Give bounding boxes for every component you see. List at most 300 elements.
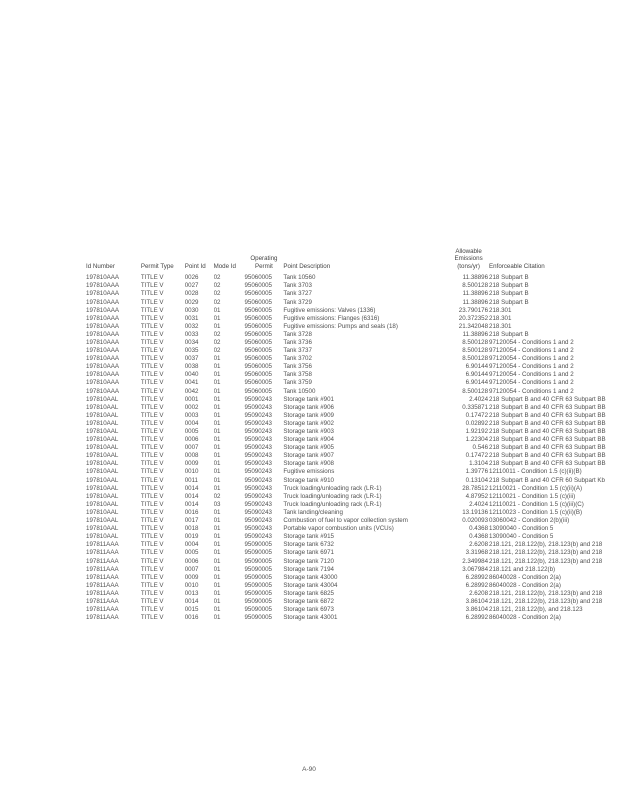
point-description-cell: Storage tank 7194 bbox=[283, 565, 334, 573]
mode-id-cell: 02 bbox=[213, 282, 221, 290]
table-row bbox=[86, 388, 618, 396]
point-description-cell: Tank landing/cleaning bbox=[283, 508, 343, 516]
operating-permit-cell: 95060005 bbox=[244, 355, 272, 363]
point-id-cell: 0004 bbox=[184, 541, 199, 549]
point-description-cell: Tank 3727 bbox=[283, 290, 312, 298]
mode-id-cell: 01 bbox=[213, 508, 221, 516]
mode-id-cell: 01 bbox=[213, 484, 221, 492]
point-description-cell: Storage tank #915 bbox=[283, 533, 334, 541]
point-description-cell: Storage tank #907 bbox=[283, 452, 334, 460]
point-description-cell: Storage tank 43001 bbox=[283, 614, 338, 622]
permit-type-cell: TITLE V bbox=[140, 298, 164, 306]
allowable-emissions-cell: 28.78512 bbox=[462, 484, 489, 492]
enforceable-citation-cell: 97120054 - Conditions 1 and 2 bbox=[489, 338, 574, 346]
table-row bbox=[86, 582, 618, 590]
operating-permit-cell: 95090243 bbox=[244, 525, 272, 533]
point-description-cell: Tank 3759 bbox=[283, 379, 312, 387]
enforceable-citation-cell: 218.121 and 218.122(b) bbox=[489, 565, 556, 573]
allowable-emissions-cell: 11.38896 bbox=[462, 298, 489, 306]
operating-permit-cell: 95090243 bbox=[244, 428, 272, 435]
operating-permit-cell: 95090243 bbox=[244, 508, 272, 516]
operating-permit-cell: 95090243 bbox=[244, 452, 272, 460]
point-id-cell: 0030 bbox=[184, 306, 199, 314]
enforceable-citation-cell: 218.301 bbox=[489, 314, 512, 322]
table-row bbox=[86, 396, 618, 404]
point-description-cell: Storage tank #903 bbox=[283, 428, 334, 435]
operating-permit-cell: 95090005 bbox=[244, 606, 272, 614]
mode-id-cell: 01 bbox=[213, 363, 221, 371]
enforceable-citation-cell: 218 Subpart B and 40 CFR 63 Subpart BB bbox=[489, 395, 606, 403]
mode-id-cell: 01 bbox=[213, 460, 221, 468]
mode-id-cell: 01 bbox=[213, 533, 221, 541]
allowable-emissions-cell: 6.28992 bbox=[465, 581, 489, 589]
mode-id-cell: 02 bbox=[213, 347, 221, 355]
table-row bbox=[86, 598, 618, 606]
table-row bbox=[86, 404, 618, 412]
table-body bbox=[86, 274, 618, 622]
allowable-emissions-cell: 0.546 bbox=[472, 444, 489, 452]
table-row bbox=[86, 274, 618, 282]
permit-type-cell: TITLE V bbox=[140, 517, 164, 525]
point-description-cell: Truck loading/unloading rack (LR-1) bbox=[283, 500, 382, 508]
table-row bbox=[86, 363, 618, 371]
mode-id-cell: 01 bbox=[213, 468, 221, 476]
id-number-cell: 197811AAA bbox=[86, 581, 119, 589]
point-description-cell: Storage tank #905 bbox=[283, 444, 334, 452]
permit-type-cell: TITLE V bbox=[140, 282, 164, 290]
header-point-description: Point Description bbox=[283, 262, 331, 270]
enforceable-citation-cell: 97120054 - Conditions 1 and 2 bbox=[489, 371, 574, 379]
mode-id-cell: 01 bbox=[213, 573, 221, 581]
point-id-cell: 0005 bbox=[184, 549, 199, 557]
enforceable-citation-cell: 97120054 - Conditions 1 and 2 bbox=[489, 363, 574, 371]
id-number-cell: 197810AAL bbox=[86, 476, 119, 484]
operating-permit-cell: 95090243 bbox=[244, 403, 272, 411]
table-row bbox=[86, 290, 618, 298]
permit-type-cell: TITLE V bbox=[140, 322, 164, 330]
point-description-cell: Storage tank #901 bbox=[283, 395, 334, 403]
id-number-cell: 197810AAA bbox=[86, 282, 120, 290]
operating-permit-cell: 95060005 bbox=[244, 322, 272, 330]
table-row bbox=[86, 517, 618, 525]
operating-permit-cell: 95060005 bbox=[244, 371, 272, 379]
mode-id-cell: 02 bbox=[213, 298, 221, 306]
point-description-cell: Fugitive emissions: Pumps and seals (18) bbox=[283, 322, 398, 330]
enforceable-citation-cell: 12110021 - Condition 1.5 (c)(ii)(A) bbox=[489, 484, 583, 492]
operating-permit-cell: 95090243 bbox=[244, 476, 272, 484]
permit-type-cell: TITLE V bbox=[140, 338, 164, 346]
enforceable-citation-cell: 218.301 bbox=[489, 322, 512, 330]
enforceable-citation-cell: 218 Subpart B bbox=[489, 330, 529, 338]
point-id-cell: 0016 bbox=[184, 508, 199, 516]
point-description-cell: Truck loading/unloading rack (LR-1) bbox=[283, 492, 382, 500]
table-row bbox=[86, 315, 618, 323]
operating-permit-cell: 95090005 bbox=[244, 614, 272, 622]
enforceable-citation-cell: 218 Subpart B and 40 CFR 63 Subpart BB bbox=[489, 419, 606, 427]
enforceable-citation-cell: 218.121, 218.122(b), 218.123(b) and 218 bbox=[489, 549, 603, 557]
operating-permit-cell: 95090243 bbox=[244, 419, 272, 427]
point-description-cell: Storage tank #906 bbox=[283, 403, 334, 411]
id-number-cell: 197811AAA bbox=[86, 565, 119, 573]
allowable-emissions-cell: 0.02892 bbox=[465, 419, 489, 427]
enforceable-citation-cell: 218 Subpart B and 40 CFR 63 Subpart BB bbox=[489, 428, 606, 435]
allowable-emissions-cell: 0.13104 bbox=[465, 476, 489, 484]
permit-type-cell: TITLE V bbox=[140, 573, 164, 581]
id-number-cell: 197810AAA bbox=[86, 298, 120, 306]
point-description-cell: Tank 10560 bbox=[283, 274, 316, 282]
permit-type-cell: TITLE V bbox=[140, 525, 164, 533]
allowable-emissions-cell: 6.28992 bbox=[465, 614, 489, 622]
mode-id-cell: 01 bbox=[213, 314, 221, 322]
point-id-cell: 0034 bbox=[184, 338, 199, 346]
point-description-cell: Storage tank #909 bbox=[283, 411, 334, 419]
mode-id-cell: 03 bbox=[213, 500, 221, 508]
point-id-cell: 0018 bbox=[184, 525, 199, 533]
permit-type-cell: TITLE V bbox=[140, 379, 164, 387]
point-id-cell: 0009 bbox=[184, 573, 199, 581]
operating-permit-cell: 95090243 bbox=[244, 395, 272, 403]
operating-permit-cell: 95090005 bbox=[244, 557, 272, 565]
enforceable-citation-cell: 86040028 - Condition 2(a) bbox=[489, 581, 561, 589]
table-row bbox=[86, 428, 618, 436]
id-number-cell: 197811AAA bbox=[86, 557, 119, 565]
page-number: A-90 bbox=[302, 766, 316, 773]
operating-permit-cell: 95090243 bbox=[244, 460, 272, 468]
enforceable-citation-cell: 218 Subpart B and 40 CFR 63 Subpart BB bbox=[489, 444, 606, 452]
allowable-emissions-cell: 11.38896 bbox=[462, 274, 489, 282]
allowable-emissions-cell: 8.500128 bbox=[462, 282, 489, 290]
permit-type-cell: TITLE V bbox=[140, 549, 164, 557]
point-id-cell: 0028 bbox=[184, 290, 199, 298]
permit-type-cell: TITLE V bbox=[140, 387, 164, 395]
table-row bbox=[86, 566, 618, 574]
id-number-cell: 197810AAL bbox=[86, 403, 119, 411]
operating-permit-cell: 95060005 bbox=[244, 387, 272, 395]
mode-id-cell: 02 bbox=[213, 330, 221, 338]
table-row bbox=[86, 493, 618, 501]
mode-id-cell: 01 bbox=[213, 541, 221, 549]
enforceable-citation-cell: 218 Subpart B and 40 CFR 63 Subpart BB bbox=[489, 411, 606, 419]
operating-permit-cell: 95060005 bbox=[244, 314, 272, 322]
table-row bbox=[86, 323, 618, 331]
id-number-cell: 197810AAL bbox=[86, 484, 119, 492]
point-id-cell: 0026 bbox=[184, 274, 199, 282]
id-number-cell: 197810AAL bbox=[86, 460, 119, 468]
operating-permit-cell: 95090243 bbox=[244, 492, 272, 500]
operating-permit-cell: 95090243 bbox=[244, 468, 272, 476]
permit-type-cell: TITLE V bbox=[140, 557, 164, 565]
mode-id-cell: 01 bbox=[213, 355, 221, 363]
point-description-cell: Fugitive emissions: Flanges (6316) bbox=[283, 314, 380, 322]
mode-id-cell: 02 bbox=[213, 274, 221, 282]
mode-id-cell: 01 bbox=[213, 379, 221, 387]
allowable-emissions-cell: 1.39776 bbox=[465, 468, 489, 476]
operating-permit-cell: 95090243 bbox=[244, 411, 272, 419]
allowable-emissions-cell: 3.067984 bbox=[462, 565, 489, 573]
permit-type-cell: TITLE V bbox=[140, 395, 164, 403]
operating-permit-cell: 95090243 bbox=[244, 533, 272, 541]
enforceable-citation-cell: 97120054 - Conditions 1 and 2 bbox=[489, 347, 574, 355]
enforceable-citation-cell: 12110021 - Condition 1.5 (c)(iii) bbox=[489, 492, 576, 500]
id-number-cell: 197810AAL bbox=[86, 468, 119, 476]
mode-id-cell: 01 bbox=[213, 606, 221, 614]
point-description-cell: Fugitive emissions bbox=[283, 468, 335, 476]
mode-id-cell: 01 bbox=[213, 444, 221, 452]
mode-id-cell: 01 bbox=[213, 597, 221, 605]
mode-id-cell: 01 bbox=[213, 549, 221, 557]
enforceable-citation-cell: 218.121, 218.122(b), and 218.123 bbox=[489, 606, 583, 614]
operating-permit-cell: 95090243 bbox=[244, 500, 272, 508]
enforceable-citation-cell: 218 Subpart B bbox=[489, 298, 529, 306]
enforceable-citation-cell: 218 Subpart B and 40 CFR 63 Subpart BB bbox=[489, 403, 606, 411]
mode-id-cell: 01 bbox=[213, 387, 221, 395]
table-row bbox=[86, 485, 618, 493]
permit-type-cell: TITLE V bbox=[140, 492, 164, 500]
table-row bbox=[86, 452, 618, 460]
id-number-cell: 197810AAA bbox=[86, 330, 120, 338]
id-number-cell: 197810AAL bbox=[86, 436, 119, 444]
point-description-cell: Storage tank 6872 bbox=[283, 597, 334, 605]
permit-type-cell: TITLE V bbox=[140, 541, 164, 549]
point-description-cell: Storage tank 43000 bbox=[283, 573, 338, 581]
id-number-cell: 197810AAL bbox=[86, 419, 119, 427]
permit-type-cell: TITLE V bbox=[140, 533, 164, 541]
mode-id-cell: 01 bbox=[213, 614, 221, 622]
point-id-cell: 0037 bbox=[184, 355, 199, 363]
point-description-cell: Tank 3756 bbox=[283, 363, 312, 371]
table-row bbox=[86, 355, 618, 363]
header-enforceable-citation: Enforceable Citation bbox=[489, 262, 545, 270]
table-row bbox=[86, 420, 618, 428]
enforceable-citation-cell: 218.121, 218.122(b), 218.123(b) and 218 bbox=[489, 589, 603, 597]
allowable-emissions-cell: 2.4024 bbox=[469, 395, 489, 403]
table-row bbox=[86, 541, 618, 549]
allowable-emissions-cell: 6.90144 bbox=[465, 363, 489, 371]
operating-permit-cell: 95060005 bbox=[244, 347, 272, 355]
enforceable-citation-cell: 218.301 bbox=[489, 306, 512, 314]
allowable-emissions-cell: 6.90144 bbox=[465, 371, 489, 379]
point-description-cell: Tank 3703 bbox=[283, 282, 312, 290]
table-row bbox=[86, 525, 618, 533]
enforceable-citation-cell: 218 Subpart B bbox=[489, 274, 529, 282]
header-mode-id: Mode Id bbox=[213, 262, 236, 270]
permit-type-cell: TITLE V bbox=[140, 371, 164, 379]
point-id-cell: 0008 bbox=[184, 452, 199, 460]
id-number-cell: 197810AAL bbox=[86, 533, 119, 541]
point-id-cell: 0014 bbox=[184, 484, 199, 492]
id-number-cell: 197810AAA bbox=[86, 347, 120, 355]
allowable-emissions-cell: 1.3104 bbox=[469, 460, 489, 468]
id-number-cell: 197810AAL bbox=[86, 452, 119, 460]
point-id-cell: 0013 bbox=[184, 589, 199, 597]
point-id-cell: 0010 bbox=[184, 468, 199, 476]
permit-type-cell: TITLE V bbox=[140, 444, 164, 452]
table-row bbox=[86, 379, 618, 387]
point-id-cell: 0009 bbox=[184, 460, 199, 468]
permit-type-cell: TITLE V bbox=[140, 565, 164, 573]
id-number-cell: 197811AAA bbox=[86, 549, 119, 557]
header-permit-type: Permit Type bbox=[140, 262, 174, 270]
point-id-cell: 0033 bbox=[184, 330, 199, 338]
permit-type-cell: TITLE V bbox=[140, 306, 164, 314]
operating-permit-cell: 95090005 bbox=[244, 589, 272, 597]
point-id-cell: 0010 bbox=[184, 581, 199, 589]
header-allowable-emissions: Allowable Emissions (tons/yr) bbox=[454, 248, 483, 270]
operating-permit-cell: 95090005 bbox=[244, 573, 272, 581]
point-description-cell: Truck loading/unloading rack (LR-1) bbox=[283, 484, 382, 492]
point-description-cell: Tank 3729 bbox=[283, 298, 312, 306]
header-point-id: Point Id bbox=[184, 262, 206, 270]
allowable-emissions-cell: 4.87952 bbox=[465, 492, 489, 500]
table-row bbox=[86, 614, 618, 622]
id-number-cell: 197810AAL bbox=[86, 411, 119, 419]
allowable-emissions-cell: 13.19136 bbox=[462, 508, 489, 516]
table-row bbox=[86, 307, 618, 315]
operating-permit-cell: 95090005 bbox=[244, 597, 272, 605]
point-description-cell: Storage tank 43004 bbox=[283, 581, 338, 589]
point-id-cell: 0040 bbox=[184, 371, 199, 379]
allowable-emissions-cell: 0.335871 bbox=[462, 403, 489, 411]
allowable-emissions-cell: 8.500128 bbox=[462, 338, 489, 346]
point-id-cell: 0038 bbox=[184, 363, 199, 371]
permit-type-cell: TITLE V bbox=[140, 508, 164, 516]
mode-id-cell: 01 bbox=[213, 428, 221, 435]
point-id-cell: 0029 bbox=[184, 298, 199, 306]
point-id-cell: 0035 bbox=[184, 347, 199, 355]
id-number-cell: 197810AAA bbox=[86, 379, 120, 387]
mode-id-cell: 01 bbox=[213, 403, 221, 411]
permit-type-cell: TITLE V bbox=[140, 290, 164, 298]
operating-permit-cell: 95090243 bbox=[244, 517, 272, 525]
header-id-number: Id Number bbox=[86, 262, 115, 270]
id-number-cell: 197810AAA bbox=[86, 338, 120, 346]
permit-type-cell: TITLE V bbox=[140, 436, 164, 444]
point-description-cell: Storage tank 6971 bbox=[283, 549, 334, 557]
table-row bbox=[86, 412, 618, 420]
allowable-emissions-cell: 0.020093 bbox=[462, 517, 489, 525]
permit-type-cell: TITLE V bbox=[140, 606, 164, 614]
mode-id-cell: 01 bbox=[213, 395, 221, 403]
operating-permit-cell: 95060005 bbox=[244, 330, 272, 338]
permit-type-cell: TITLE V bbox=[140, 500, 164, 508]
enforceable-citation-cell: 12110023 - Condition 1.5 (c)(ii)(B) bbox=[489, 508, 583, 516]
permit-type-cell: TITLE V bbox=[140, 355, 164, 363]
table-row bbox=[86, 299, 618, 307]
mode-id-cell: 01 bbox=[213, 517, 221, 525]
enforceable-citation-cell: 03060042 - Condition 2(b)(iii) bbox=[489, 517, 570, 525]
permit-type-cell: TITLE V bbox=[140, 614, 164, 622]
allowable-emissions-cell: 23.790176 bbox=[458, 306, 489, 314]
operating-permit-cell: 95060005 bbox=[244, 290, 272, 298]
mode-id-cell: 01 bbox=[213, 306, 221, 314]
point-id-cell: 0041 bbox=[184, 379, 199, 387]
permit-type-cell: TITLE V bbox=[140, 314, 164, 322]
table-row bbox=[86, 509, 618, 517]
operating-permit-cell: 95060005 bbox=[244, 306, 272, 314]
point-description-cell: Tank 3737 bbox=[283, 347, 312, 355]
point-description-cell: Storage tank 7120 bbox=[283, 557, 334, 565]
point-description-cell: Tank 3736 bbox=[283, 338, 312, 346]
mode-id-cell: 02 bbox=[213, 338, 221, 346]
mode-id-cell: 02 bbox=[213, 290, 221, 298]
table-row bbox=[86, 371, 618, 379]
allowable-emissions-cell: 0.4368 bbox=[469, 533, 489, 541]
allowable-emissions-cell: 1.22304 bbox=[465, 436, 489, 444]
id-number-cell: 197810AAL bbox=[86, 525, 119, 533]
mode-id-cell: 01 bbox=[213, 525, 221, 533]
table-header-row bbox=[86, 248, 618, 274]
enforceable-citation-cell: 218 Subpart B and 40 CFR 63 Subpart BB bbox=[489, 452, 606, 460]
id-number-cell: 197810AAL bbox=[86, 508, 119, 516]
allowable-emissions-cell: 2.6208 bbox=[469, 541, 489, 549]
table-row bbox=[86, 533, 618, 541]
enforceable-citation-cell: 97120054 - Conditions 1 and 2 bbox=[489, 355, 574, 363]
point-description-cell: Storage tank #908 bbox=[283, 460, 334, 468]
mode-id-cell: 01 bbox=[213, 557, 221, 565]
point-description-cell: Tank 3728 bbox=[283, 330, 312, 338]
id-number-cell: 197810AAL bbox=[86, 395, 119, 403]
table-row bbox=[86, 606, 618, 614]
table-row bbox=[86, 558, 618, 566]
allowable-emissions-cell: 21.342048 bbox=[458, 322, 489, 330]
enforceable-citation-cell: 12110021 - Condition 1.5 (c)(iii)(C) bbox=[489, 500, 584, 508]
allowable-emissions-cell: 11.38896 bbox=[462, 330, 489, 338]
enforceable-citation-cell: 13090040 - Condition 5 bbox=[489, 525, 554, 533]
mode-id-cell: 01 bbox=[213, 322, 221, 330]
id-number-cell: 197810AAA bbox=[86, 314, 120, 322]
table-row bbox=[86, 436, 618, 444]
point-id-cell: 0004 bbox=[184, 419, 199, 427]
allowable-emissions-cell: 3.86104 bbox=[465, 606, 489, 614]
operating-permit-cell: 95060005 bbox=[244, 274, 272, 282]
allowable-emissions-cell: 8.500128 bbox=[462, 387, 489, 395]
point-description-cell: Storage tank 6825 bbox=[283, 589, 334, 597]
table-row bbox=[86, 347, 618, 355]
id-number-cell: 197811AAA bbox=[86, 597, 119, 605]
id-number-cell: 197811AAA bbox=[86, 614, 119, 622]
table-row bbox=[86, 460, 618, 468]
table-row bbox=[86, 574, 618, 582]
mode-id-cell: 01 bbox=[213, 371, 221, 379]
id-number-cell: 197810AAA bbox=[86, 322, 120, 330]
mode-id-cell: 01 bbox=[213, 565, 221, 573]
permit-type-cell: TITLE V bbox=[140, 581, 164, 589]
operating-permit-cell: 95060005 bbox=[244, 363, 272, 371]
point-id-cell: 0019 bbox=[184, 533, 199, 541]
operating-permit-cell: 95090005 bbox=[244, 549, 272, 557]
permit-type-cell: TITLE V bbox=[140, 428, 164, 435]
id-number-cell: 197811AAA bbox=[86, 606, 119, 614]
id-number-cell: 197810AAA bbox=[86, 371, 120, 379]
point-description-cell: Fugitive emissions: Valves (1336) bbox=[283, 306, 376, 314]
table-row bbox=[86, 549, 618, 557]
enforceable-citation-cell: 218 Subpart B bbox=[489, 290, 529, 298]
enforceable-citation-cell: 97120054 - Conditions 1 and 2 bbox=[489, 387, 574, 395]
permit-type-cell: TITLE V bbox=[140, 330, 164, 338]
mode-id-cell: 02 bbox=[213, 492, 221, 500]
permit-type-cell: TITLE V bbox=[140, 597, 164, 605]
allowable-emissions-cell: 11.38896 bbox=[462, 290, 489, 298]
operating-permit-cell: 95090243 bbox=[244, 484, 272, 492]
point-id-cell: 0007 bbox=[184, 565, 199, 573]
table-row bbox=[86, 477, 618, 485]
point-description-cell: Storage tank 6732 bbox=[283, 541, 334, 549]
allowable-emissions-cell: 2.4024 bbox=[469, 500, 489, 508]
allowable-emissions-cell: 3.31968 bbox=[465, 549, 489, 557]
allowable-emissions-cell: 20.372352 bbox=[458, 314, 489, 322]
allowable-emissions-cell: 2.6208 bbox=[469, 589, 489, 597]
allowable-emissions-cell: 0.17472 bbox=[465, 411, 489, 419]
